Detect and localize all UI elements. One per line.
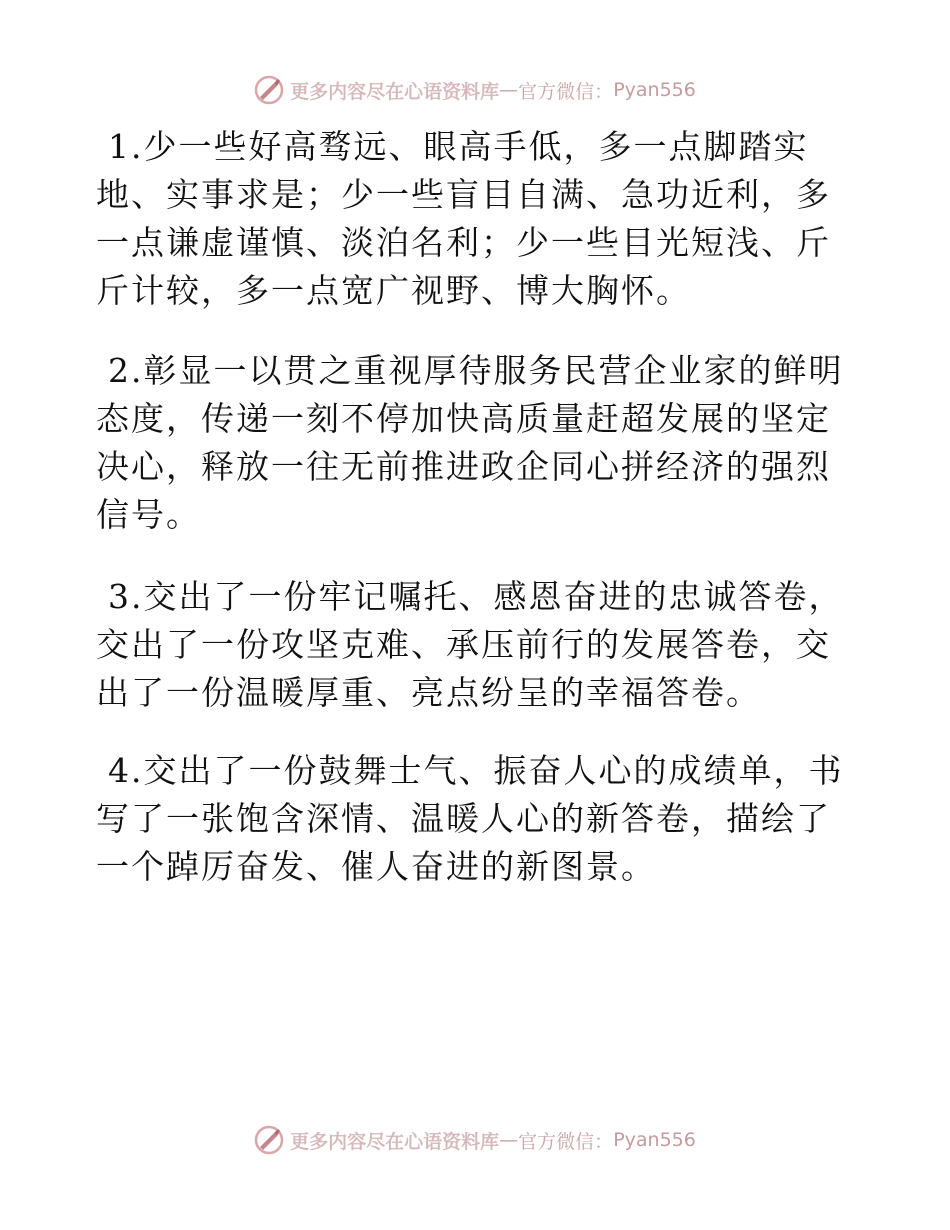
- paragraph-3: [96, 573, 856, 717]
- pen-logo-icon: [254, 1125, 284, 1155]
- paragraph-text: 彰显一以贯之重视厚待服务民营企业家的鲜明态度，传递一刻不停加快高质量赶超发展的坚定决心，释放一往无前推进政企同心拼经济的强烈信号。: [96, 351, 844, 534]
- paragraph-1: [96, 123, 856, 315]
- paragraph-number: 4.: [108, 751, 144, 790]
- watermark-wechat-id: Pyan556: [613, 79, 696, 101]
- pen-logo-icon: [254, 75, 284, 105]
- watermark-official-label: 官方微信：: [518, 1130, 614, 1153]
- footer-watermark: [0, 1120, 950, 1160]
- watermark-wechat-id: Pyan556: [613, 1129, 696, 1151]
- paragraph-text: 交出了一份鼓舞士气、振奋人心的成绩单，书写了一张饱含深情、温暖人心的新答卷，描绘了一个踔厉奋发、催人奋进的新图景。: [96, 751, 844, 886]
- paragraph-number: 3.: [108, 577, 144, 616]
- paragraph-text: 少一些好高骛远、眼高手低，多一点脚踏实地、实事求是；少一些盲目自满、急功近利，多一点谦虚谨慎、淡泊名利；少一些目光短浅、斤斤计较，多一点宽广视野、博大胸怀。: [96, 127, 831, 310]
- watermark-separator: —: [499, 79, 519, 101]
- paragraph-number: 2.: [108, 351, 144, 390]
- paragraph-number: 1.: [108, 127, 144, 166]
- watermark-official-label: 官方微信：: [518, 80, 614, 103]
- paragraph-text: 交出了一份牢记嘱托、感恩奋进的忠诚答卷，交出了一份攻坚克难、承压前行的发展答卷，交出了一份温暖厚重、亮点纷呈的幸福答卷。: [96, 577, 844, 712]
- document-body: [96, 123, 856, 923]
- paragraph-2: [96, 347, 856, 539]
- header-watermark: [0, 70, 950, 110]
- watermark-main-text: 更多内容尽在心语资料库: [290, 80, 500, 103]
- watermark-separator: —: [499, 1129, 519, 1151]
- watermark-main-text: 更多内容尽在心语资料库: [290, 1130, 500, 1153]
- paragraph-4: [96, 747, 856, 891]
